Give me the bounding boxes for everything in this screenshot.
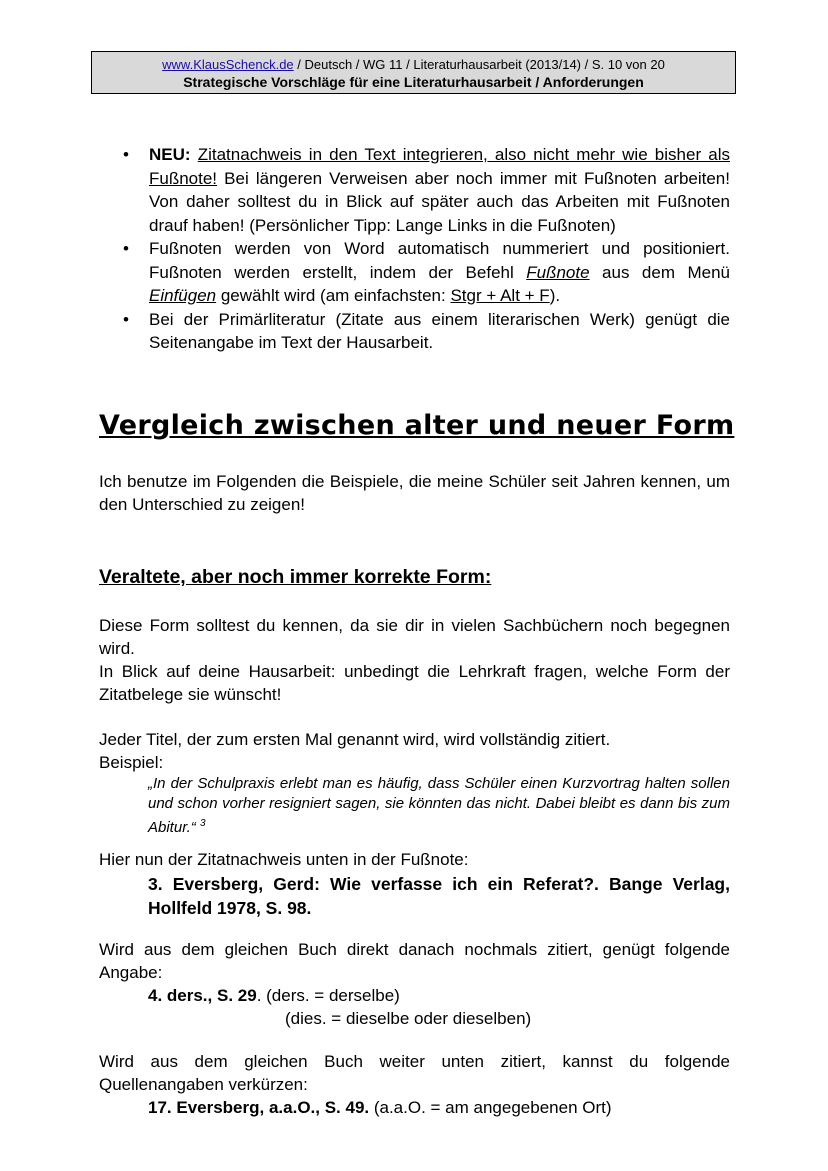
paragraph: In Blick auf deine Hausarbeit: unbedingt die Lehrkraft fragen, welche Form der Zitatbelege sie wünscht! xyxy=(99,662,730,704)
paragraph xyxy=(99,728,730,774)
bullet-dot: • xyxy=(123,145,129,164)
bullet-text: ). xyxy=(549,286,561,305)
footnote-example xyxy=(148,1096,612,1119)
footnote-bold: 17. Eversberg, a.a.O., S. 49. xyxy=(148,1098,370,1117)
example-quote xyxy=(148,774,730,838)
footnote-note: (dies. = dieselbe oder dieselben) xyxy=(285,1009,532,1028)
menu-name: Einfügen xyxy=(149,286,217,305)
bullet-item xyxy=(99,308,730,355)
bullet-text: aus dem Menü xyxy=(589,262,730,282)
bullet-dot: • xyxy=(123,309,129,329)
footnote-note: . (ders. = derselbe) xyxy=(256,986,400,1005)
footnote-marker: 3 xyxy=(199,818,206,829)
bullet-text: Fußnoten werden von Word automatisch nummeriert und positioniert. Fußnoten werden erstellt, indem der Befehl xyxy=(149,239,730,282)
paragraph: Wird aus dem gleichen Buch direkt danach nochmals zitiert, genügt folgende Angabe: xyxy=(99,940,730,982)
subsection-heading: Veraltete, aber noch immer korrekte Form: xyxy=(99,566,492,588)
footnote-bold: 4. ders., S. 29 xyxy=(148,986,257,1005)
paragraph-line: Beispiel: xyxy=(99,753,164,772)
paragraph: Hier nun der Zitatnachweis unten in der Fußnote: xyxy=(99,850,469,869)
footnote-example: 3. Eversberg, Gerd: Wie verfasse ich ein Referat?. Bange Verlag, Hollfeld 1978, S. 98. xyxy=(148,874,730,918)
intro-paragraph: Ich benutze im Folgenden die Beispiele, die meine Schüler seit Jahren kennen, um den Unterschied zu zeigen! xyxy=(99,472,730,514)
bullet-item xyxy=(99,237,730,308)
bullet-text: Bei längeren Verweisen aber noch immer mit Fußnoten arbeiten! Von daher solltest du in Blick auf später auch das Arbeiten mit Fußnoten drauf haben! (Persönlicher Tipp: Lange Links in die Fußnoten) xyxy=(149,168,730,235)
paragraph: Diese Form solltest du kennen, da sie dir in vielen Sachbüchern noch begegnen wird. xyxy=(99,616,730,658)
quote-text: „In der Schulpraxis erlebt man es häufig, dass Schüler einen Kurzvortrag halten sollen und schon vorher resigniert sagen, sie könnten das nicht. Dabei bleibt es dann bis zum Abitur.“ xyxy=(148,775,730,836)
shortcut-keys: Stgr + Alt + F xyxy=(450,286,550,305)
bullet-list xyxy=(99,143,730,355)
site-link[interactable]: www.KlausSchenck.de xyxy=(162,57,294,72)
page-header xyxy=(91,51,736,94)
command-name: Fußnote xyxy=(526,262,590,282)
header-meta-line xyxy=(92,56,735,73)
header-title: Strategische Vorschläge für eine Literaturhausarbeit / Anforderungen xyxy=(183,74,644,90)
bullet-text: Bei der Primärliteratur (Zitate aus einem literarischen Werk) genügt die Seitenangabe im Text der Hausarbeit. xyxy=(149,309,730,352)
underlined-note: Zitatnachweis in den Text integrieren, also nicht mehr wie bisher als Fußnote! xyxy=(149,145,730,188)
footnote-example xyxy=(148,984,400,1007)
header-meta: / Deutsch / WG 11 / Literaturhausarbeit (2013/14) / S. 10 von 20 xyxy=(293,57,665,72)
new-label: NEU: xyxy=(149,145,191,164)
footnote-note: (a.a.O. = am angegebenen Ort) xyxy=(369,1098,612,1117)
bullet-text: gewählt wird (am einfachsten: xyxy=(216,286,451,305)
paragraph-line: Jeder Titel, der zum ersten Mal genannt wird, wird vollständig zitiert. xyxy=(99,730,611,749)
bullet-item xyxy=(99,143,730,237)
paragraph: Wird aus dem gleichen Buch weiter unten zitiert, kannst du folgende Quellenangaben verkürzen: xyxy=(99,1052,730,1094)
bullet-dot: • xyxy=(123,239,129,258)
section-heading: Vergleich zwischen alter und neuer Form xyxy=(99,410,735,441)
